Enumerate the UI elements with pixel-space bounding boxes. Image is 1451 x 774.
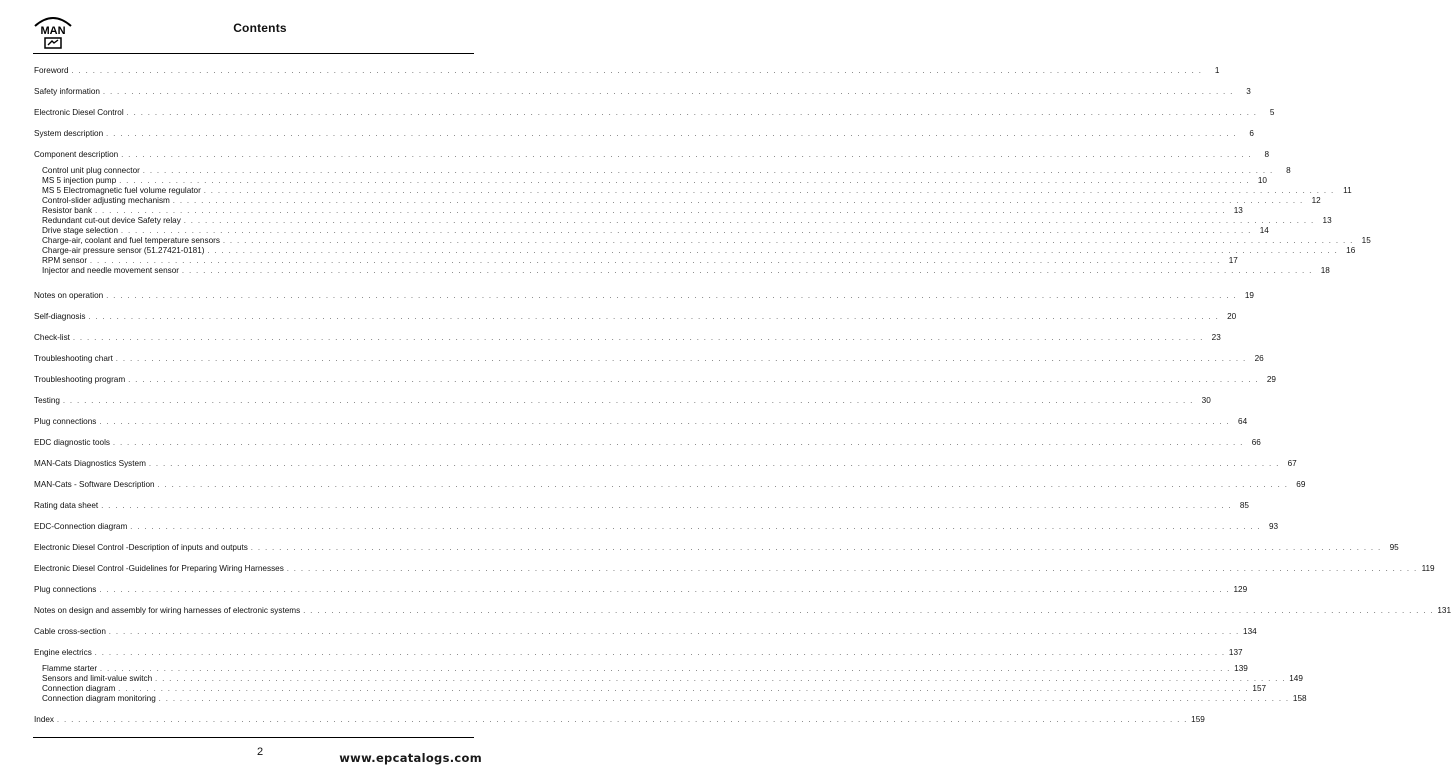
toc-entry-label: Charge-air pressure sensor (51.27421-0181) xyxy=(42,246,205,255)
dot-leader: . . . . . . . . . . . . . . . . . . . . . . . . . . . . . . . . . . . . . . . . . . . . . . . . . . . . . . . . . . . . . . . . . . . . . . . . . . . . . . . . . . . . . . . . . . . . . . . . . . . . . . . . . . . . . . . . . . . . . . . . . . . . . . . . . . . . . . . . . . . . . . . . . . . . . . . . . . . . . . . . xyxy=(99,587,1231,594)
dot-leader: . . . . . . . . . . . . . . . . . . . . . . . . . . . . . . . . . . . . . . . . . . . . . . . . . . . . . . . . . . . . . . . . . . . . . . . . . . . . . . . . . . . . . . . . . . . . . . . . . . . . . . . . . . . . . . . . . . . . . . . . . . . . . . . . . . . . . . . . . . . . . . . . . . . . . . . . . . . . . . . . xyxy=(103,89,1234,96)
toc-entry-label: Foreword xyxy=(34,66,69,75)
dot-leader: . . . . . . . . . . . . . . . . . . . . . . . . . . . . . . . . . . . . . . . . . . . . . . . . . . . . . . . . . . . . . . . . . . . . . . . . . . . . . . . . . . . . . . . . . . . . . . . . . . . . . . . . . . . . . . . . . . . . . . . . . . . . . . . . . . . . . . . . . . . . . . . . . . . . . . . . . . . . . . . . xyxy=(126,110,1258,117)
toc-entry-label: MS 5 injection pump xyxy=(42,176,117,185)
toc-entry-label: Electronic Diesel Control -Guidelines for Preparing Wiring Harnesses xyxy=(34,564,284,573)
toc-entry-page: 139 xyxy=(1234,664,1248,673)
toc-entry-label: MAN-Cats - Software Description xyxy=(34,480,155,489)
dot-leader: . . . . . . . . . . . . . . . . . . . . . . . . . . . . . . . . . . . . . . . . . . . . . . . . . . . . . . . . . . . . . . . . . . . . . . . . . . . . . . . . . . . . . . . . . . . . . . . . . . . . . . . . . . . . . . . . . . . . . . . . . . . . . . . . . . . . . . . . . . . . . . . . . . . . . . . . . . . . . . . . xyxy=(182,268,1313,275)
toc-entry-page: 134 xyxy=(1243,627,1257,636)
toc-entry-label: Electronic Diesel Control xyxy=(34,108,124,117)
toc-entry-label: Plug connections xyxy=(34,585,97,594)
toc-entry-page: 85 xyxy=(1239,501,1249,510)
dot-leader: . . . . . . . . . . . . . . . . . . . . . . . . . . . . . . . . . . . . . . . . . . . . . . . . . . . . . . . . . . . . . . . . . . . . . . . . . . . . . . . . . . . . . . . . . . . . . . . . . . . . . . . . . . . . . . . . . . . . . . . . . . . . . . . . . . . . . . . . . . . . . . . . . . . . . . . . . . . . . . . . xyxy=(88,314,1220,321)
toc-entry[interactable] xyxy=(34,542,1399,553)
toc-entry-page: 18 xyxy=(1320,266,1330,275)
toc-entry-page: 69 xyxy=(1296,480,1306,489)
toc-entry-page: 29 xyxy=(1266,375,1276,384)
toc-entry-page: 131 xyxy=(1437,606,1451,615)
toc-entry[interactable] xyxy=(34,563,1435,574)
page-number: 2 xyxy=(256,746,264,758)
toc-entry-page: 20 xyxy=(1227,312,1237,321)
toc-entry-label: Plug connections xyxy=(34,417,97,426)
toc-entry-label: System description xyxy=(34,129,104,138)
toc-entry-page: 149 xyxy=(1289,674,1303,683)
toc-entry-label: Electronic Diesel Control -Description of inputs and outputs xyxy=(34,543,248,552)
dot-leader: . . . . . . . . . . . . . . . . . . . . . . . . . . . . . . . . . . . . . . . . . . . . . . . . . . . . . . . . . . . . . . . . . . . . . . . . . . . . . . . . . . . . . . . . . . . . . . . . . . . . . . . . . . . . . . . . . . . . . . . . . . . . . . . . . . . . . . . . . . . . . . . . . . . . . . . . . . . . . . . . xyxy=(95,208,1226,215)
dot-leader: . . . . . . . . . . . . . . . . . . . . . . . . . . . . . . . . . . . . . . . . . . . . . . . . . . . . . . . . . . . . . . . . . . . . . . . . . . . . . . . . . . . . . . . . . . . . . . . . . . . . . . . . . . . . . . . . . . . . . . . . . . . . . . . . . . . . . . . . . . . . . . . . . . . . . . . . . . . . . . . . xyxy=(99,419,1231,426)
toc-entry-label: Notes on design and assembly for wiring harnesses of electronic systems xyxy=(34,606,301,615)
dot-leader: . . . . . . . . . . . . . . . . . . . . . . . . . . . . . . . . . . . . . . . . . . . . . . . . . . . . . . . . . . . . . . . . . . . . . . . . . . . . . . . . . . . . . . . . . . . . . . . . . . . . . . . . . . . . . . . . . . . . . . . . . . . . . . . . . . . . . . . . . . . . . . . . . . . . . . . . . . . . . . . . xyxy=(207,248,1339,255)
toc-entry-page: 17 xyxy=(1228,256,1238,265)
toc-entry-page: 157 xyxy=(1252,684,1267,693)
toc-entry[interactable] xyxy=(34,374,1276,385)
dot-leader: . . . . . . . . . . . . . . . . . . . . . . . . . . . . . . . . . . . . . . . . . . . . . . . . . . . . . . . . . . . . . . . . . . . . . . . . . . . . . . . . . . . . . . . . . . . . . . . . . . . . . . . . . . . . . . . . . . . . . . . . . . . . . . . . . . . . . . . . . . . . . . . . . . . . . . . . . . . . . . . . xyxy=(130,524,1262,531)
toc-entry-page: 64 xyxy=(1238,417,1248,426)
dot-leader: . . . . . . . . . . . . . . . . . . . . . . . . . . . . . . . . . . . . . . . . . . . . . . . . . . . . . . . . . . . . . . . . . . . . . . . . . . . . . . . . . . . . . . . . . . . . . . . . . . . . . . . . . . . . . . . . . . . . . . . . . . . . . . . . . . . . . . . . . . . . . . . . . . . . . . . . . . . . . . . . xyxy=(118,686,1250,693)
toc-entry-page: 13 xyxy=(1322,216,1332,225)
toc-entry-page: 13 xyxy=(1233,206,1243,215)
toc-entry[interactable] xyxy=(34,353,1264,364)
dot-leader: . . . . . . . . . . . . . . . . . . . . . . . . . . . . . . . . . . . . . . . . . . . . . . . . . . . . . . . . . . . . . . . . . . . . . . . . . . . . . . . . . . . . . . . . . . . . . . . . . . . . . . . . . . . . . . . . . . . . . . . . . . . . . . . . . . . . . . . . . . . . . . . . . . . . . . . . . . . . . . . . xyxy=(90,258,1221,265)
toc-entry-label: EDC-Connection diagram xyxy=(34,522,128,531)
dot-leader: . . . . . . . . . . . . . . . . . . . . . . . . . . . . . . . . . . . . . . . . . . . . . . . . . . . . . . . . . . . . . . . . . . . . . . . . . . . . . . . . . . . . . . . . . . . . . . . . . . . . . . . . . . . . . . . . . . . . . . . . . . . . . . . . . . . . . . . . . . . . . . . . . . . . . . . . . . . . . . . . xyxy=(108,629,1240,636)
toc-entry-page: 129 xyxy=(1233,585,1248,594)
toc-entry-page: 93 xyxy=(1268,522,1279,531)
toc-entry[interactable] xyxy=(34,437,1261,448)
watermark: www.epcatalogs.com xyxy=(339,751,482,765)
toc-entry-label: Notes on operation xyxy=(34,291,104,300)
toc-entry-label: Safety information xyxy=(34,87,100,96)
toc-entry[interactable] xyxy=(34,65,1220,76)
toc-entry-label: Connection diagram xyxy=(42,684,116,693)
dot-leader: . . . . . . . . . . . . . . . . . . . . . . . . . . . . . . . . . . . . . . . . . . . . . . . . . . . . . . . . . . . . . . . . . . . . . . . . . . . . . . . . . . . . . . . . . . . . . . . . . . . . . . . . . . . . . . . . . . . . . . . . . . . . . . . . . . . . . . . . . . . . . . . . . . . . . . . . . . . . . . . . xyxy=(128,377,1259,384)
toc-subentry[interactable] xyxy=(42,693,1307,704)
page-title: Contents xyxy=(233,21,287,35)
toc-entry-label: Cable cross-section xyxy=(34,627,106,636)
toc-entry-label: Sensors and limit-value switch xyxy=(42,674,153,683)
toc-entry-label: Resistor bank xyxy=(42,206,93,215)
toc-entry[interactable] xyxy=(34,647,1243,658)
toc-entry-label: Engine electrics xyxy=(34,648,92,657)
toc-entry-page: 1 xyxy=(1214,66,1220,75)
svg-text:MAN: MAN xyxy=(40,25,66,37)
toc-subentry[interactable] xyxy=(42,265,1330,276)
toc-entry[interactable] xyxy=(34,458,1297,469)
toc-entry-label: Component description xyxy=(34,150,119,159)
toc-entry-page: 10 xyxy=(1257,176,1267,185)
toc-entry-label: Flamme starter xyxy=(42,664,98,673)
toc-entry-label: Redundant cut-out device Safety relay xyxy=(42,216,181,225)
dot-leader: . . . . . . . . . . . . . . . . . . . . . . . . . . . . . . . . . . . . . . . . . . . . . . . . . . . . . . . . . . . . . . . . . . . . . . . . . . . . . . . . . . . . . . . . . . . . . . . . . . . . . . . . . . . . . . . . . . . . . . . . . . . . . . . . . . . . . . . . . . . . . . . . . . . . . . . . . . . . . . . . xyxy=(115,356,1247,363)
dot-leader: . . . . . . . . . . . . . . . . . . . . . . . . . . . . . . . . . . . . . . . . . . . . . . . . . . . . . . . . . . . . . . . . . . . . . . . . . . . . . . . . . . . . . . . . . . . . . . . . . . . . . . . . . . . . . . . . . . . . . . . . . . . . . . . . . . . . . . . . . . . . . . . . . . . . . . . . . . . . . . . . xyxy=(148,461,1280,468)
toc-entry-label: Drive stage selection xyxy=(42,226,118,235)
toc-entry-page: 66 xyxy=(1251,438,1261,447)
toc-entry-label: EDC diagnostic tools xyxy=(34,438,110,447)
toc-entry-page: 8 xyxy=(1286,166,1291,175)
toc-entry-page: 95 xyxy=(1389,543,1399,552)
toc-entry-page: 3 xyxy=(1246,87,1251,96)
dot-leader: . . . . . . . . . . . . . . . . . . . . . . . . . . . . . . . . . . . . . . . . . . . . . . . . . . . . . . . . . . . . . . . . . . . . . . . . . . . . . . . . . . . . . . . . . . . . . . . . . . . . . . . . . . . . . . . . . . . . . . . . . . . . . . . . . . . . . . . . . . . . . . . . . . . . . . . . . . . . . . . . xyxy=(94,650,1226,657)
toc-entry-page: 159 xyxy=(1191,715,1205,724)
dot-leader: . . . . . . . . . . . . . . . . . . . . . . . . . . . . . . . . . . . . . . . . . . . . . . . . . . . . . . . . . . . . . . . . . . . . . . . . . . . . . . . . . . . . . . . . . . . . . . . . . . . . . . . . . . . . . . . . . . . . . . . . . . . . . . . . . . . . . . . . . . . . . . . . . . . . . . . . . . . . . . . . xyxy=(100,666,1231,673)
toc-entry-label: Troubleshooting program xyxy=(34,375,126,384)
toc-entry-label: Index xyxy=(34,715,55,724)
toc-entry-page: 5 xyxy=(1269,108,1275,117)
toc-entry[interactable] xyxy=(34,128,1254,139)
dot-leader: . . . . . . . . . . . . . . . . . . . . . . . . . . . . . . . . . . . . . . . . . . . . . . . . . . . . . . . . . . . . . . . . . . . . . . . . . . . . . . . . . . . . . . . . . . . . . . . . . . . . . . . . . . . . . . . . . . . . . . . . . . . . . . . . . . . . . . . . . . . . . . . . . . . . . . . . . . . . . . . . xyxy=(106,131,1237,138)
toc-entry[interactable] xyxy=(34,584,1248,595)
toc-entry-label: Charge-air, coolant and fuel temperature sensors xyxy=(42,236,220,245)
dot-leader: . . . . . . . . . . . . . . . . . . . . . . . . . . . . . . . . . . . . . . . . . . . . . . . . . . . . . . . . . . . . . . . . . . . . . . . . . . . . . . . . . . . . . . . . . . . . . . . . . . . . . . . . . . . . . . . . . . . . . . . . . . . . . . . . . . . . . . . . . . . . . . . . . . . . . . . . . . . . . . . . xyxy=(250,545,1382,552)
toc-entry-label: Troubleshooting chart xyxy=(34,354,113,363)
toc-entry[interactable] xyxy=(34,332,1221,343)
dot-leader: . . . . . . . . . . . . . . . . . . . . . . . . . . . . . . . . . . . . . . . . . . . . . . . . . . . . . . . . . . . . . . . . . . . . . . . . . . . . . . . . . . . . . . . . . . . . . . . . . . . . . . . . . . . . . . . . . . . . . . . . . . . . . . . . . . . . . . . . . . . . . . . . . . . . . . . . . . . . . . . . xyxy=(71,68,1203,75)
toc-entry-label: MS 5 Electromagnetic fuel volume regulator xyxy=(42,186,201,195)
dot-leader: . . . . . . . . . . . . . . . . . . . . . . . . . . . . . . . . . . . . . . . . . . . . . . . . . . . . . . . . . . . . . . . . . . . . . . . . . . . . . . . . . . . . . . . . . . . . . . . . . . . . . . . . . . . . . . . . . . . . . . . . . . . . . . . . . . . . . . . . . . . . . . . . . . . . . . . . . . . . . . . . xyxy=(203,188,1335,195)
toc-entry-page: 16 xyxy=(1346,246,1356,255)
toc-entry-label: Self-diagnosis xyxy=(34,312,86,321)
dot-leader: . . . . . . . . . . . . . . . . . . . . . . . . . . . . . . . . . . . . . . . . . . . . . . . . . . . . . . . . . . . . . . . . . . . . . . . . . . . . . . . . . . . . . . . . . . . . . . . . . . . . . . . . . . . . . . . . . . . . . . . . . . . . . . . . . . . . . . . . . . . . . . . . . . . . . . . . . . . . . . . . xyxy=(157,482,1289,489)
toc-entry-page: 67 xyxy=(1287,459,1297,468)
toc-entry-page: 8 xyxy=(1264,150,1269,159)
dot-leader: . . . . . . . . . . . . . . . . . . . . . . . . . . . . . . . . . . . . . . . . . . . . . . . . . . . . . . . . . . . . . . . . . . . . . . . . . . . . . . . . . . . . . . . . . . . . . . . . . . . . . . . . . . . . . . . . . . . . . . . . . . . . . . . . . . . . . . . . . . . . . . . . . . . . . . . . . . . . . . . . xyxy=(158,696,1290,703)
toc-entry[interactable] xyxy=(34,149,1269,160)
dot-leader: . . . . . . . . . . . . . . . . . . . . . . . . . . . . . . . . . . . . . . . . . . . . . . . . . . . . . . . . . . . . . . . . . . . . . . . . . . . . . . . . . . . . . . . . . . . . . . . . . . . . . . . . . . . . . . . . . . . . . . . . . . . . . . . . . . . . . . . . . . . . . . . . . . . . . . . . . . . . . . . . xyxy=(72,335,1204,342)
toc-entry-page: 6 xyxy=(1249,129,1254,138)
toc-entry-page: 14 xyxy=(1259,226,1269,235)
toc-entry-page: 23 xyxy=(1211,333,1221,342)
dot-leader: . . . . . . . . . . . . . . . . . . . . . . . . . . . . . . . . . . . . . . . . . . . . . . . . . . . . . . . . . . . . . . . . . . . . . . . . . . . . . . . . . . . . . . . . . . . . . . . . . . . . . . . . . . . . . . . . . . . . . . . . . . . . . . . . . . . . . . . . . . . . . . . . . . . . . . . . . . . . . . . . xyxy=(106,293,1237,300)
toc-entry-label: Testing xyxy=(34,396,60,405)
dot-leader: . . . . . . . . . . . . . . . . . . . . . . . . . . . . . . . . . . . . . . . . . . . . . . . . . . . . . . . . . . . . . . . . . . . . . . . . . . . . . . . . . . . . . . . . . . . . . . . . . . . . . . . . . . . . . . . . . . . . . . . . . . . . . . . . . . . . . . . . . . . . . . . . . . . . . . . . . . . . . . . . xyxy=(155,676,1286,683)
dot-leader: . . . . . . . . . . . . . . . . . . . . . . . . . . . . . . . . . . . . . . . . . . . . . . . . . . . . . . . . . . . . . . . . . . . . . . . . . . . . . . . . . . . . . . . . . . . . . . . . . . . . . . . . . . . . . . . . . . . . . . . . . . . . . . . . . . . . . . . . . . . . . . . . . . . . . . . . . . . . . . . . xyxy=(121,152,1252,159)
dot-leader: . . . . . . . . . . . . . . . . . . . . . . . . . . . . . . . . . . . . . . . . . . . . . . . . . . . . . . . . . . . . . . . . . . . . . . . . . . . . . . . . . . . . . . . . . . . . . . . . . . . . . . . . . . . . . . . . . . . . . . . . . . . . . . . . . . . . . . . . . . . . . . . . . . . . . . . . . . . . . . . . xyxy=(286,566,1418,573)
toc-entry-page: 15 xyxy=(1361,236,1371,245)
toc-entry[interactable] xyxy=(34,290,1254,301)
toc-entry-label: Rating data sheet xyxy=(34,501,99,510)
dot-leader: . . . . . . . . . . . . . . . . . . . . . . . . . . . . . . . . . . . . . . . . . . . . . . . . . . . . . . . . . . . . . . . . . . . . . . . . . . . . . . . . . . . . . . . . . . . . . . . . . . . . . . . . . . . . . . . . . . . . . . . . . . . . . . . . . . . . . . . . . . . . . . . . . . . . . . . . . . . . . . . . xyxy=(57,717,1188,724)
toc-entry-label: Injector and needle movement sensor xyxy=(42,266,179,275)
toc-entry[interactable] xyxy=(34,311,1237,322)
dot-leader: . . . . . . . . . . . . . . . . . . . . . . . . . . . . . . . . . . . . . . . . . . . . . . . . . . . . . . . . . . . . . . . . . . . . . . . . . . . . . . . . . . . . . . . . . . . . . . . . . . . . . . . . . . . . . . . . . . . . . . . . . . . . . . . . . . . . . . . . . . . . . . . . . . . . . . . . . . . . . . . . xyxy=(172,198,1304,205)
toc-entry-page: 26 xyxy=(1254,354,1264,363)
toc-entry[interactable] xyxy=(34,605,1451,616)
toc-entry-label: Control unit plug connector xyxy=(42,166,140,175)
toc-entry[interactable] xyxy=(34,107,1275,118)
toc-entry[interactable] xyxy=(34,714,1205,725)
dot-leader: . . . . . . . . . . . . . . . . . . . . . . . . . . . . . . . . . . . . . . . . . . . . . . . . . . . . . . . . . . . . . . . . . . . . . . . . . . . . . . . . . . . . . . . . . . . . . . . . . . . . . . . . . . . . . . . . . . . . . . . . . . . . . . . . . . . . . . . . . . . . . . . . . . . . . . . . . . . . . . . . xyxy=(303,608,1435,615)
toc-entry-label: Control-slider adjusting mechanism xyxy=(42,196,170,205)
dot-leader: . . . . . . . . . . . . . . . . . . . . . . . . . . . . . . . . . . . . . . . . . . . . . . . . . . . . . . . . . . . . . . . . . . . . . . . . . . . . . . . . . . . . . . . . . . . . . . . . . . . . . . . . . . . . . . . . . . . . . . . . . . . . . . . . . . . . . . . . . . . . . . . . . . . . . . . . . . . . . . . . xyxy=(183,218,1315,225)
toc-entry-page: 30 xyxy=(1201,396,1211,405)
toc-entry-label: MAN-Cats Diagnostics System xyxy=(34,459,146,468)
dot-leader: . . . . . . . . . . . . . . . . . . . . . . . . . . . . . . . . . . . . . . . . . . . . . . . . . . . . . . . . . . . . . . . . . . . . . . . . . . . . . . . . . . . . . . . . . . . . . . . . . . . . . . . . . . . . . . . . . . . . . . . . . . . . . . . . . . . . . . . . . . . . . . . . . . . . . . . . . . . . . . . . xyxy=(142,168,1274,175)
toc-entry-page: 158 xyxy=(1292,694,1307,703)
toc-entry-page: 12 xyxy=(1311,196,1321,205)
toc-entry-page: 119 xyxy=(1421,564,1435,573)
toc-entry-label: Connection diagram monitoring xyxy=(42,694,156,703)
dot-leader: . . . . . . . . . . . . . . . . . . . . . . . . . . . . . . . . . . . . . . . . . . . . . . . . . . . . . . . . . . . . . . . . . . . . . . . . . . . . . . . . . . . . . . . . . . . . . . . . . . . . . . . . . . . . . . . . . . . . . . . . . . . . . . . . . . . . . . . . . . . . . . . . . . . . . . . . . . . . . . . . xyxy=(113,440,1244,447)
toc-entry-page: 137 xyxy=(1228,648,1243,657)
toc-entry[interactable] xyxy=(34,86,1251,97)
toc-entry-page: 11 xyxy=(1343,186,1352,195)
toc-entry[interactable] xyxy=(34,626,1257,637)
toc-entry[interactable] xyxy=(34,416,1248,427)
toc-entry[interactable] xyxy=(34,395,1211,406)
toc-entry[interactable] xyxy=(34,500,1249,511)
dot-leader: . . . . . . . . . . . . . . . . . . . . . . . . . . . . . . . . . . . . . . . . . . . . . . . . . . . . . . . . . . . . . . . . . . . . . . . . . . . . . . . . . . . . . . . . . . . . . . . . . . . . . . . . . . . . . . . . . . . . . . . . . . . . . . . . . . . . . . . . . . . . . . . . . . . . . . . . . . . . . . . . xyxy=(222,238,1354,245)
toc-entry[interactable] xyxy=(34,521,1279,532)
toc-entry-page: 19 xyxy=(1244,291,1254,300)
dot-leader: . . . . . . . . . . . . . . . . . . . . . . . . . . . . . . . . . . . . . . . . . . . . . . . . . . . . . . . . . . . . . . . . . . . . . . . . . . . . . . . . . . . . . . . . . . . . . . . . . . . . . . . . . . . . . . . . . . . . . . . . . . . . . . . . . . . . . . . . . . . . . . . . . . . . . . . . . . . . . . . . xyxy=(101,503,1232,510)
toc-entry-label: Check-list xyxy=(34,333,70,342)
toc-entry-label: RPM sensor xyxy=(42,256,88,265)
toc-entry[interactable] xyxy=(34,479,1306,490)
dot-leader: . . . . . . . . . . . . . . . . . . . . . . . . . . . . . . . . . . . . . . . . . . . . . . . . . . . . . . . . . . . . . . . . . . . . . . . . . . . . . . . . . . . . . . . . . . . . . . . . . . . . . . . . . . . . . . . . . . . . . . . . . . . . . . . . . . . . . . . . . . . . . . . . . . . . . . . . . . . . . . . . xyxy=(119,178,1250,185)
header-divider xyxy=(33,53,474,54)
footer-divider xyxy=(33,737,474,738)
dot-leader: . . . . . . . . . . . . . . . . . . . . . . . . . . . . . . . . . . . . . . . . . . . . . . . . . . . . . . . . . . . . . . . . . . . . . . . . . . . . . . . . . . . . . . . . . . . . . . . . . . . . . . . . . . . . . . . . . . . . . . . . . . . . . . . . . . . . . . . . . . . . . . . . . . . . . . . . . . . . . . . . xyxy=(121,228,1252,235)
dot-leader: . . . . . . . . . . . . . . . . . . . . . . . . . . . . . . . . . . . . . . . . . . . . . . . . . . . . . . . . . . . . . . . . . . . . . . . . . . . . . . . . . . . . . . . . . . . . . . . . . . . . . . . . . . . . . . . . . . . . . . . . . . . . . . . . . . . . . . . . . . . . . . . . . . . . . . . . . . . . . . . . xyxy=(62,398,1194,405)
